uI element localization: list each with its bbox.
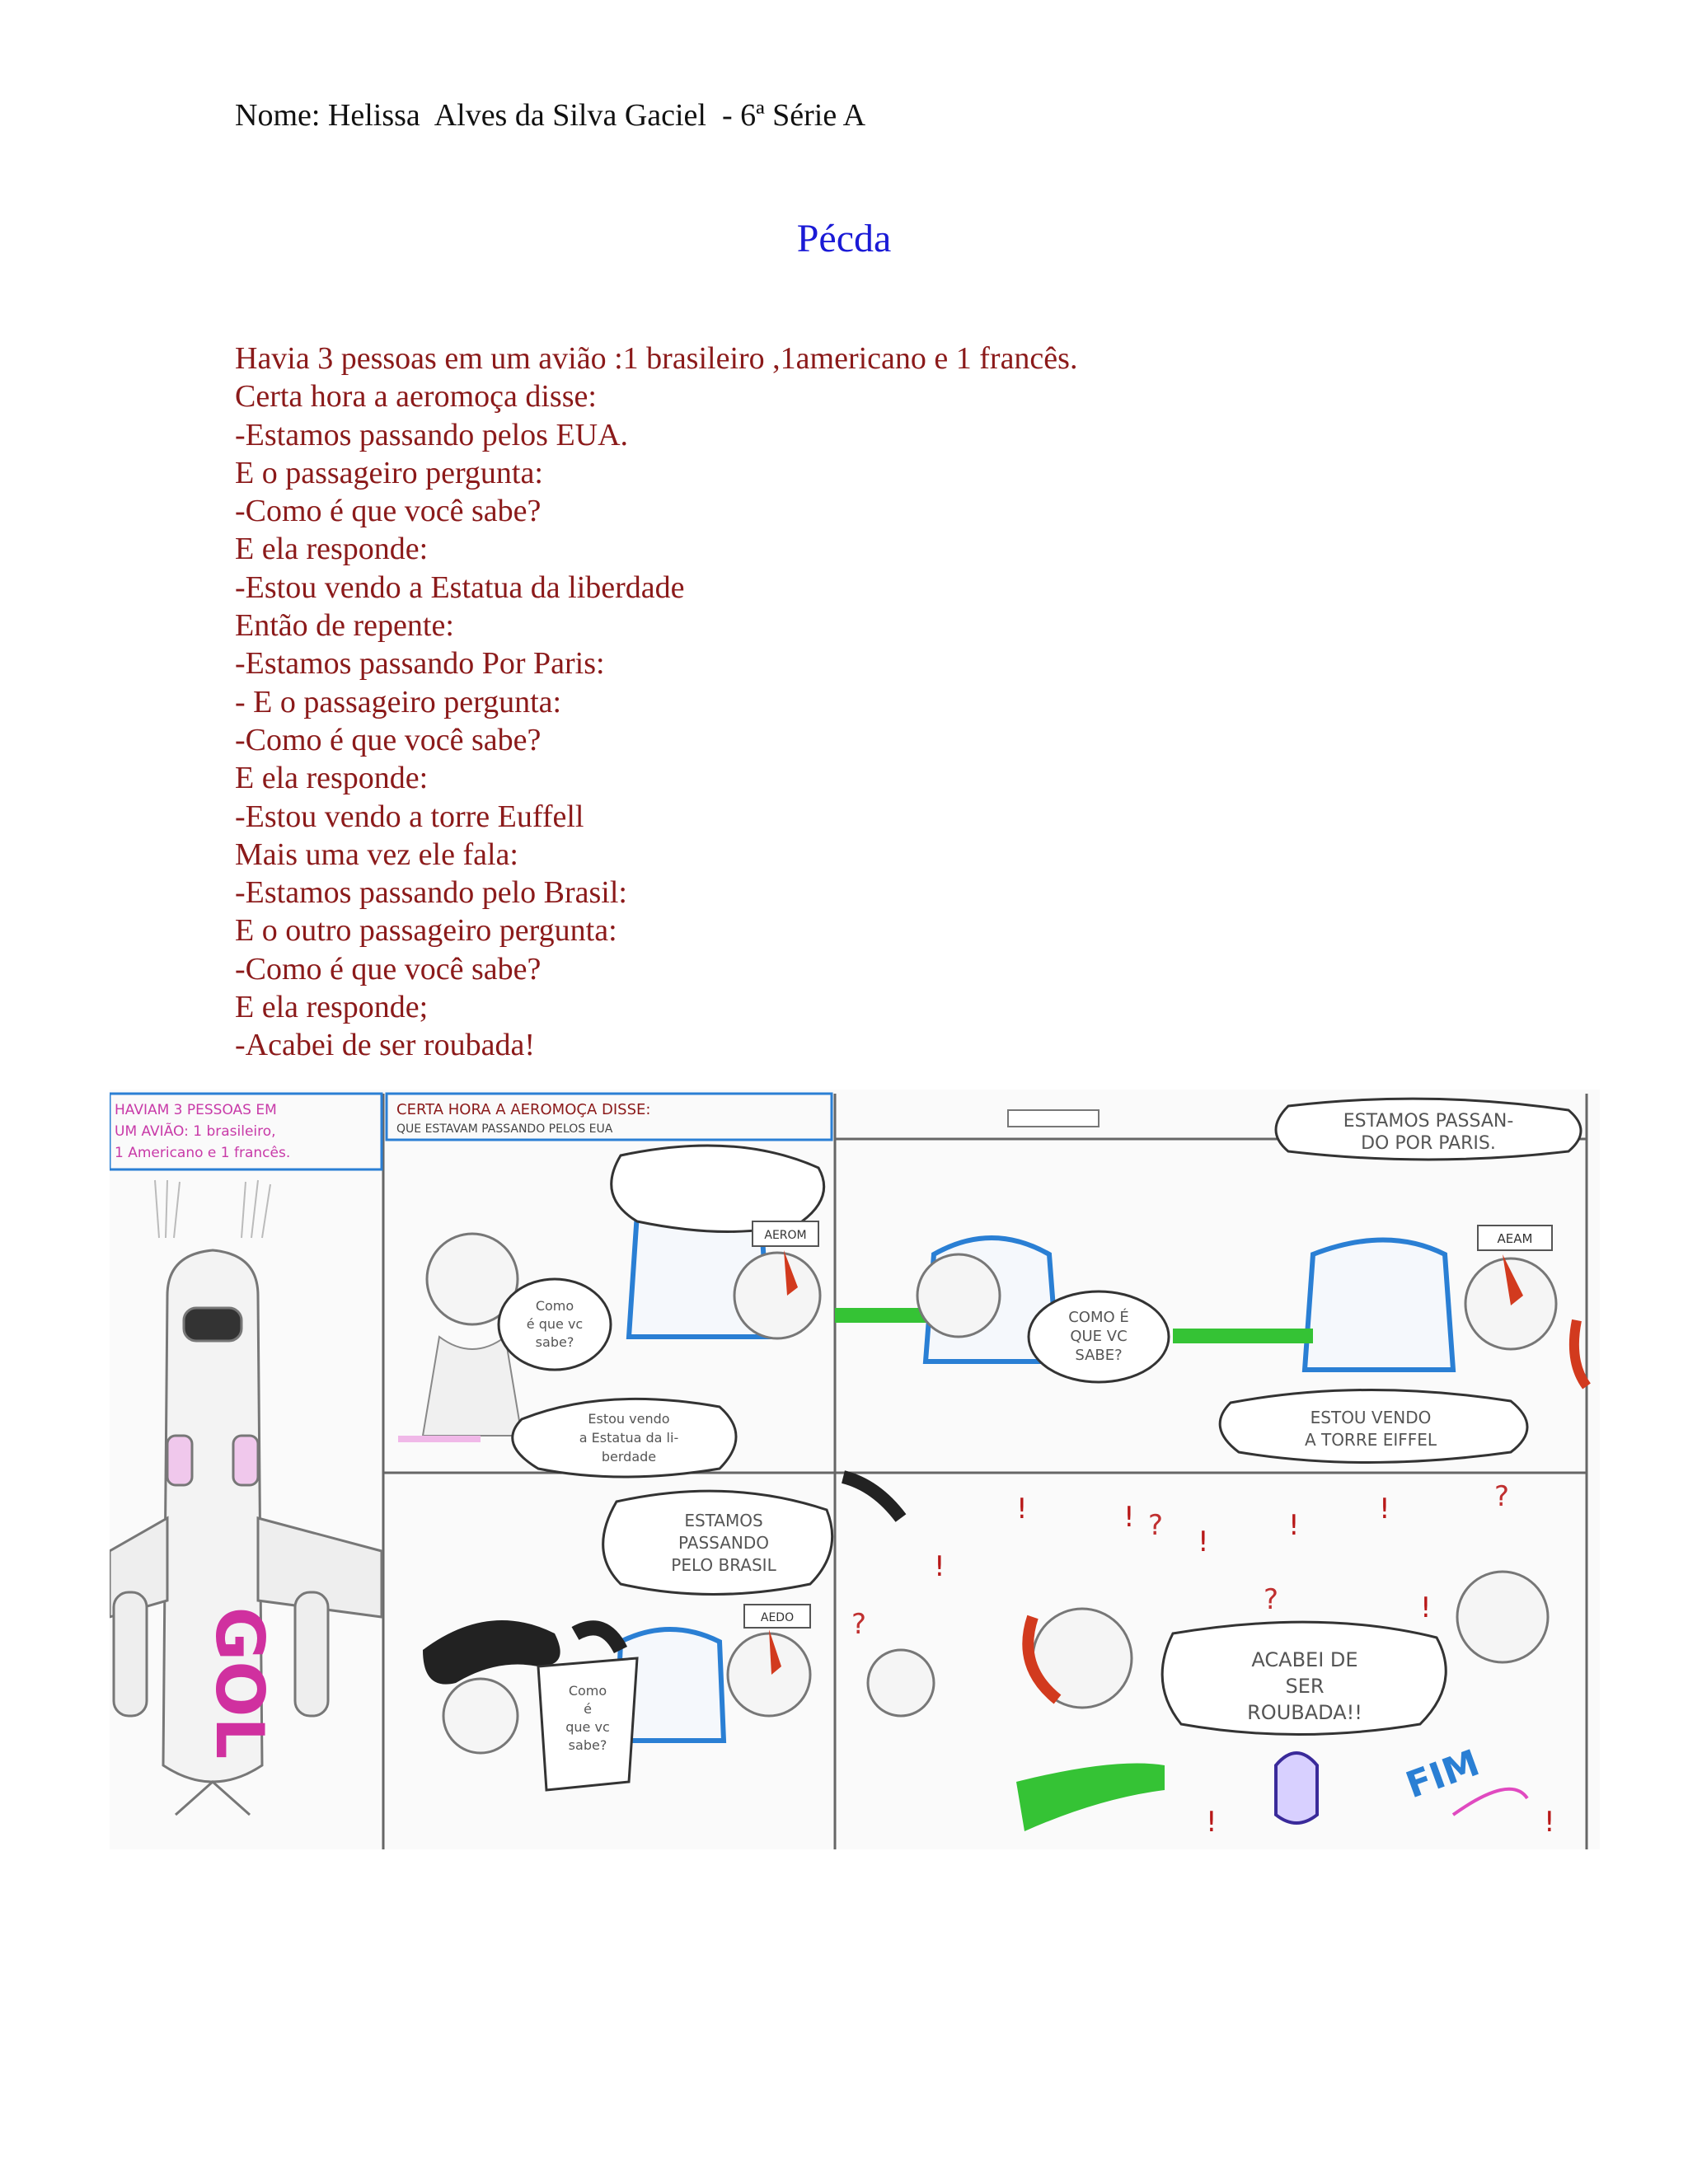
svg-text:!: ! [1198, 1526, 1209, 1558]
story-title: Pécda [796, 217, 892, 260]
bubble-text: ACABEI DE [1251, 1648, 1358, 1671]
bubble-text: ESTAMOS PASSAN- [1343, 1111, 1514, 1132]
svg-text:!: ! [1288, 1509, 1300, 1542]
plane-label: GOL [201, 1606, 278, 1760]
bubble-text: DO POR PARIS. [1361, 1133, 1496, 1154]
bubble-text: PASSANDO [678, 1533, 770, 1553]
story-line: -Estamos passando pelo Brasil: [235, 875, 627, 911]
story-line: E o outro passageiro pergunta: [235, 913, 617, 949]
svg-text:!: ! [1544, 1806, 1555, 1839]
story-line: -Acabei de ser roubada! [235, 1028, 535, 1063]
svg-text:?: ? [1148, 1509, 1164, 1542]
bubble-text: ROUBADA!! [1247, 1701, 1362, 1724]
story-text [235, 340, 1077, 1065]
green-stripe [1173, 1329, 1313, 1343]
svg-text:!: ! [1420, 1591, 1432, 1624]
cap-label: AEDO [760, 1611, 795, 1624]
panel1-caption-line: HAVIAM 3 PESSOAS EM [115, 1102, 277, 1118]
svg-text:?: ? [851, 1608, 867, 1641]
bubble-text: QUE VC [1070, 1328, 1128, 1345]
story-line: -Estamos passando Por Paris: [235, 646, 605, 682]
ceiling-panel [1008, 1110, 1099, 1127]
passenger-head [1457, 1572, 1548, 1662]
purse-drawing [1276, 1753, 1317, 1823]
story-line: E ela responde; [235, 990, 429, 1025]
story-line: -Estou vendo a Estatua da liberdade [235, 569, 685, 605]
comic-svg [110, 1090, 1600, 1849]
bubble-text: SER [1285, 1675, 1325, 1698]
student-header: Nome: Helissa Alves da Silva Gaciel - 6ª Série A [235, 98, 866, 133]
plane-window [1305, 1240, 1453, 1371]
panel1-caption-line: 1 Americano e 1 francês. [115, 1145, 291, 1161]
bubble-text: que vc [565, 1719, 610, 1735]
bubble-text: ESTAMOS [684, 1511, 763, 1530]
bubble-text: Como [568, 1683, 607, 1699]
end-label: FIM [1400, 1741, 1485, 1807]
svg-text:!: ! [1206, 1806, 1217, 1839]
bubble-text: PELO BRASIL [671, 1555, 776, 1575]
story-line: - E o passageiro pergunta: [235, 684, 562, 719]
floor-marks [398, 1436, 481, 1442]
passenger-head [868, 1650, 934, 1716]
bubble-text: a Estatua da li- [579, 1430, 679, 1446]
passenger-head [443, 1679, 518, 1753]
story-line: -Como é que você sabe? [235, 494, 542, 529]
bubble-text: A TORRE EIFFEL [1304, 1430, 1437, 1450]
story-line: Havia 3 pessoas em um avião :1 brasileiro ,1americano e 1 francês. [235, 341, 1078, 376]
panel1-caption-line: UM AVIÃO: 1 brasileiro, [115, 1123, 276, 1140]
passenger-body [423, 1337, 522, 1436]
bubble-text: SABE? [1075, 1347, 1123, 1364]
svg-text:!: ! [934, 1550, 945, 1583]
bubble-text: é [584, 1701, 592, 1717]
panel2-caption-sub: QUE ESTAVAM PASSANDO PELOS EUA [396, 1122, 613, 1136]
story-line: Mais uma vez ele fala: [235, 837, 518, 872]
comic-strip-drawing [110, 1090, 1600, 1849]
bubble-text: Como [535, 1298, 574, 1314]
story-line: -Estou vendo a torre Euffell [235, 799, 584, 834]
story-line: E o passageiro pergunta: [235, 455, 543, 490]
passenger-head [917, 1254, 1000, 1337]
story-line: Certa hora a aeromoça disse: [235, 379, 597, 415]
story-line: -Como é que você sabe? [235, 951, 542, 987]
panel2-caption: CERTA HORA A AEROMOÇA DISSE: [396, 1101, 651, 1118]
bubble-text: COMO É [1068, 1309, 1129, 1326]
svg-text:!: ! [1016, 1493, 1028, 1526]
bubble-text: sabe? [535, 1334, 574, 1350]
empty-speech-bubble [612, 1146, 824, 1232]
bubble-text: Estou vendo [588, 1411, 670, 1427]
story-line: E ela responde: [235, 761, 429, 796]
story-line: -Estamos passando pelos EUA. [235, 417, 629, 452]
svg-text:!: ! [1123, 1501, 1135, 1534]
stewardess-head [734, 1253, 820, 1338]
cap-label: AEROM [764, 1229, 807, 1242]
svg-text:?: ? [1264, 1583, 1279, 1616]
svg-text:?: ? [1494, 1480, 1510, 1513]
bubble-text: ESTOU VENDO [1310, 1408, 1432, 1427]
svg-text:!: ! [1379, 1493, 1390, 1526]
cap-label: AEAM [1497, 1231, 1533, 1246]
story-line: Então de repente: [235, 608, 454, 644]
bubble-text: berdade [601, 1449, 657, 1465]
story-line: -Como é que você sabe? [235, 722, 542, 757]
story-line: E ela responde: [235, 532, 429, 567]
bubble-text: sabe? [568, 1737, 607, 1753]
bubble-text: é que vc [526, 1316, 584, 1332]
stewardess-head [728, 1633, 810, 1716]
